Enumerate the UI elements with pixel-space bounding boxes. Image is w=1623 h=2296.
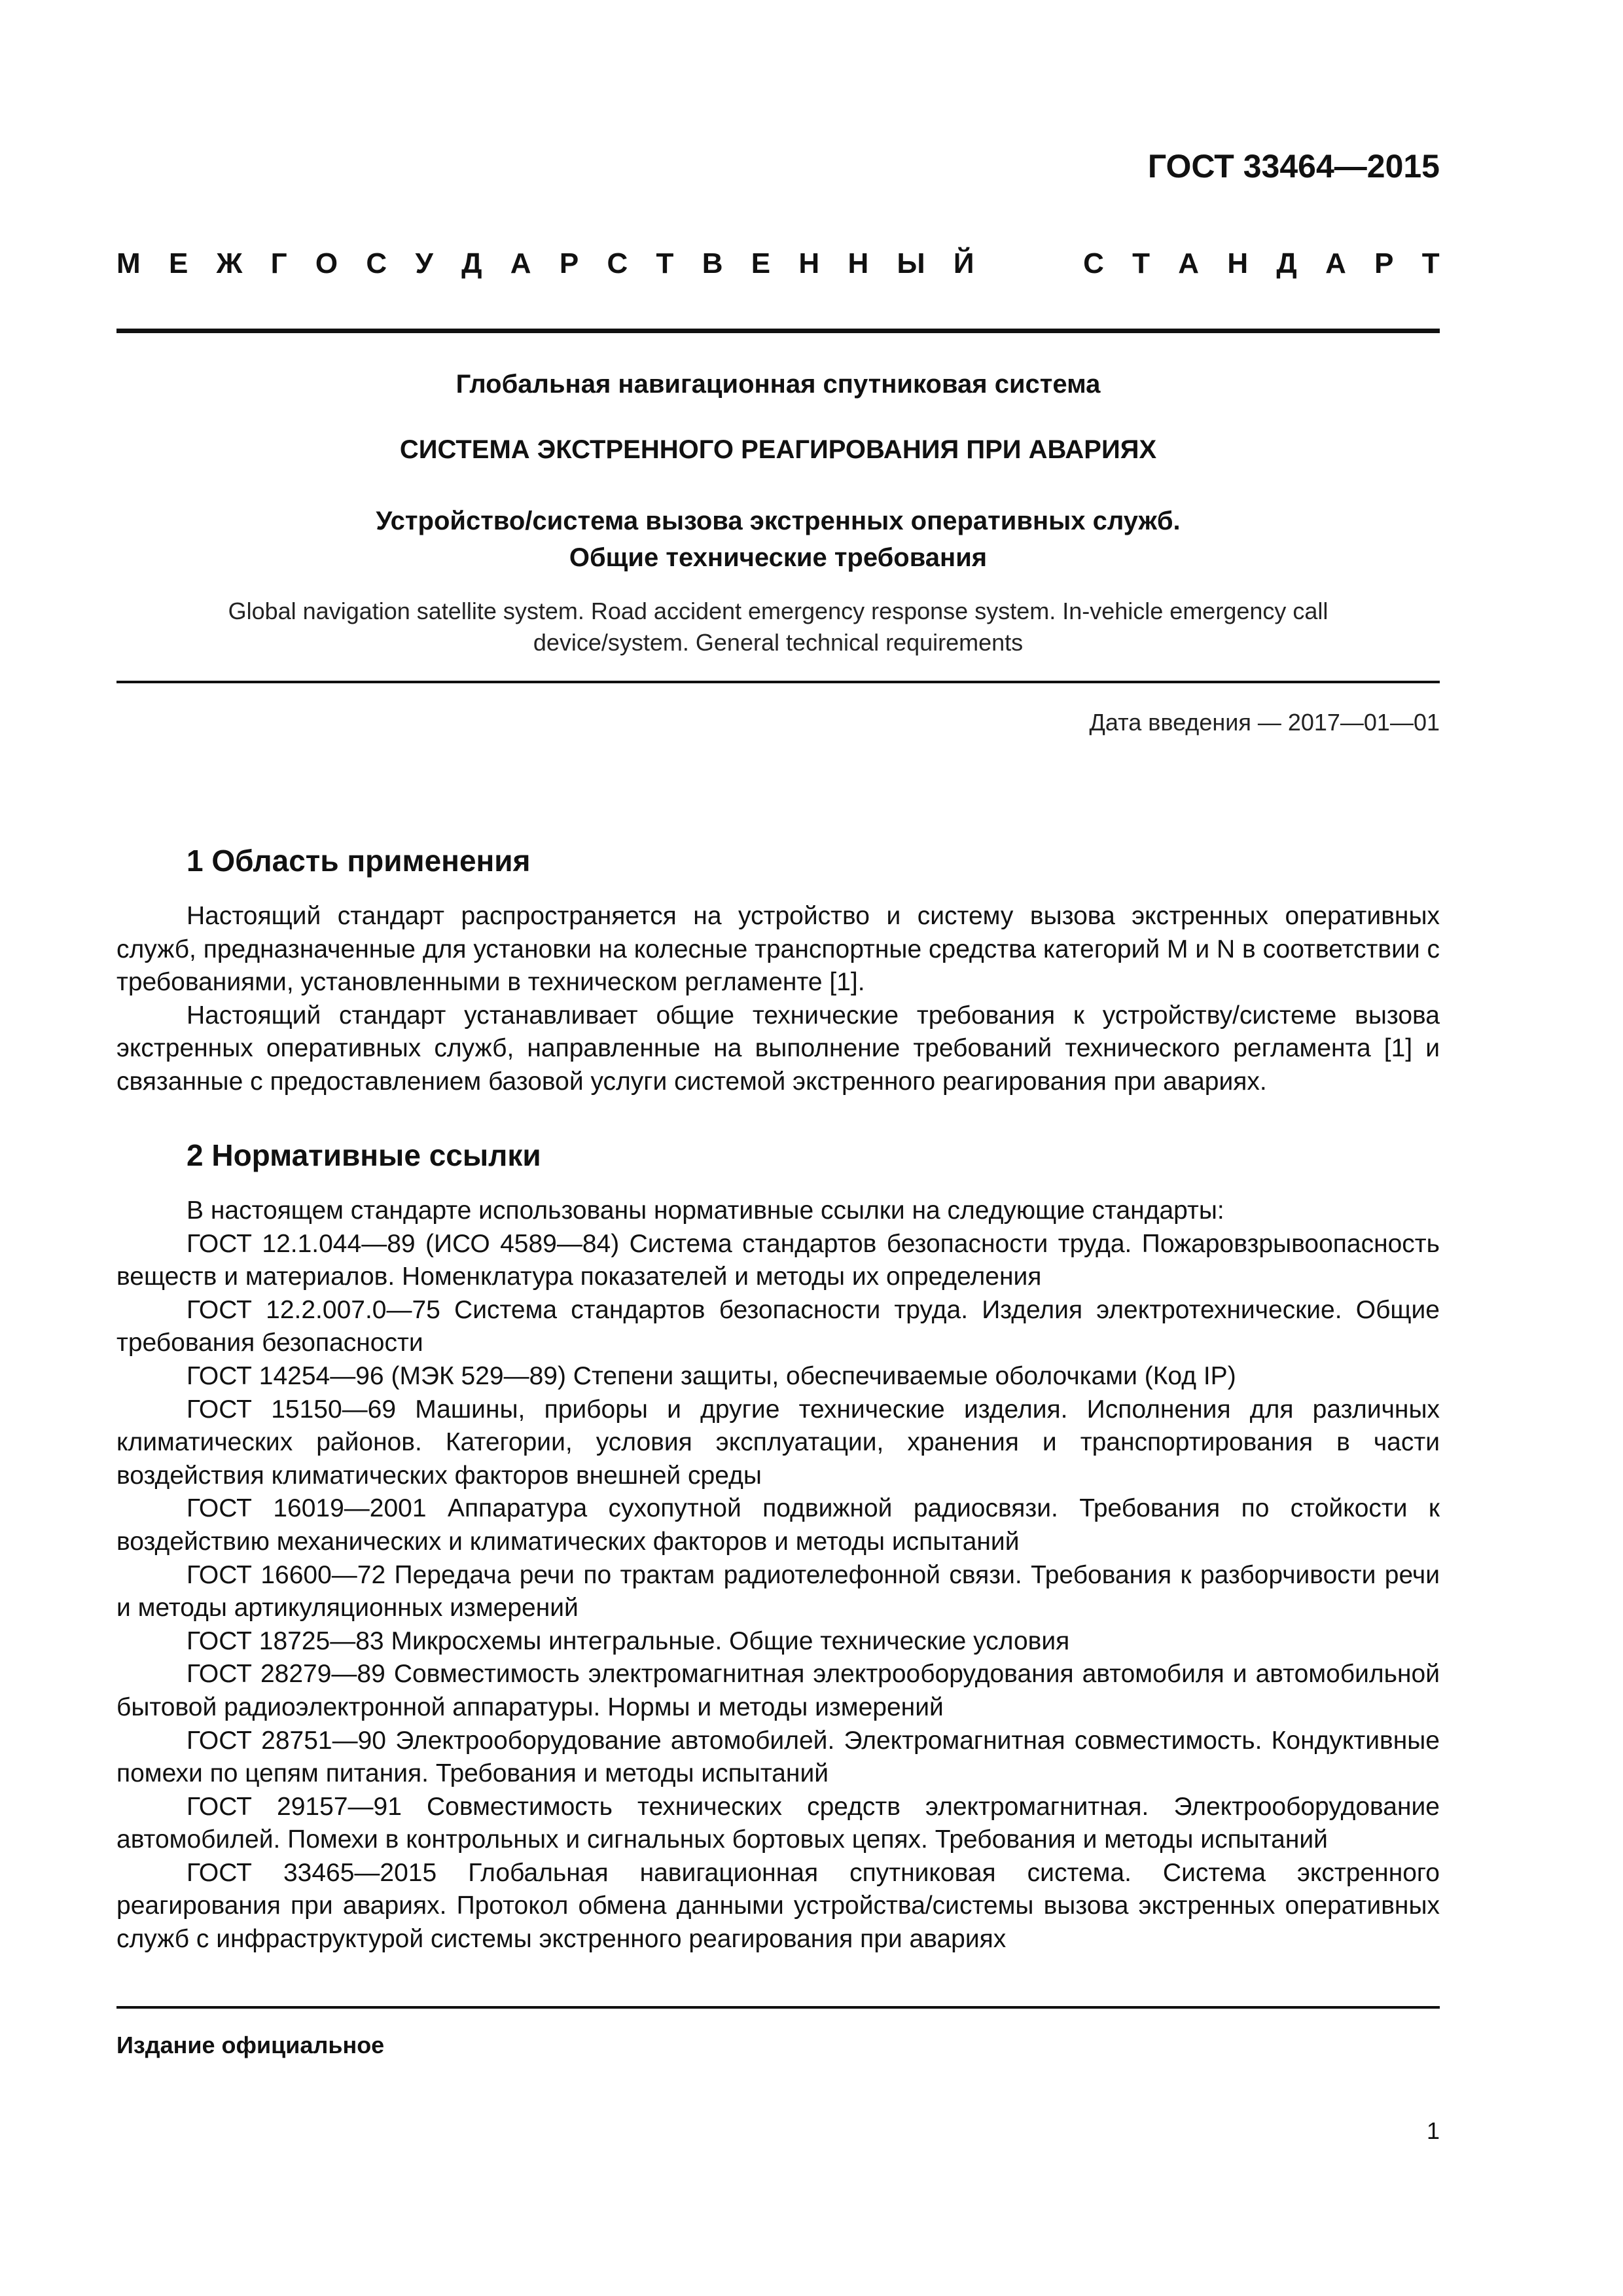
interstate-standard-heading (116, 247, 1440, 280)
title-english (116, 596, 1440, 658)
paragraph: Настоящий стандарт устанавливает общие технические требования к устройству/системе вызова экстренных оперативных служб, направленные на выполнение требований технического регламента [1] и связанные с предоставлением базовой услуги системой экстренного реагирования при авариях. (116, 1001, 1440, 1096)
heading-letter: Ж (216, 247, 243, 279)
standard-code: ГОСТ 33464—2015 (1147, 148, 1440, 185)
heading-letter: Р (559, 247, 579, 279)
page-number: 1 (1426, 2117, 1440, 2144)
heading-letter: У (415, 247, 433, 279)
section-2-title: 2 Нормативные ссылки (187, 1138, 541, 1172)
title-subtitle (116, 503, 1440, 576)
subtitle-line: Устройство/система вызова экстренных оперативных служб. (376, 507, 1181, 535)
title-divider (116, 681, 1440, 683)
heading-letter: Р (1374, 247, 1394, 279)
title-main: СИСТЕМА ЭКСТРЕННОГО РЕАГИРОВАНИЯ ПРИ АВАРИЯХ (399, 435, 1157, 464)
heading-letter: Д (461, 247, 482, 279)
footer-divider (116, 2006, 1440, 2009)
reference-item: ГОСТ 28279—89 Совместимость электромагнитная электрооборудования автомобиля и автомобильной бытовой радиоэлектронной аппаратуры. Нормы и методы измерений (116, 1660, 1440, 1721)
heading-letter: Т (656, 247, 674, 279)
heading-letter: О (315, 247, 338, 279)
heading-letter: Г (270, 247, 287, 279)
reference-item: ГОСТ 29157—91 Совместимость технических средств электромагнитная. Электрооборудование автомобилей. Помехи в контрольных и сигнальных бортовых цепях. Требования и методы испытаний (116, 1792, 1440, 1854)
reference-item: ГОСТ 18725—83 Микросхемы интегральные. Общие технические условия (187, 1626, 1070, 1655)
reference-item: ГОСТ 12.1.044—89 (ИСО 4589—84) Система стандартов безопасности труда. Пожаровзрывоопасность веществ и материалов. Номенклатура показателей и методы их определения (116, 1229, 1440, 1291)
english-title-line: device/system. General technical requirements (533, 629, 1024, 656)
heading-letter: С (366, 247, 387, 279)
heading-letter: Т (1421, 247, 1440, 279)
heading-letter: Д (1276, 247, 1297, 279)
introduction-date: Дата введения — 2017—01—01 (1089, 709, 1440, 736)
word-gap (1003, 247, 1055, 280)
reference-item: ГОСТ 28751—90 Электрооборудование автомобилей. Электромагнитная совместимость. Кондуктивные помехи по цепям питания. Требования и методы испытаний (116, 1726, 1440, 1788)
heading-letter: Е (168, 247, 188, 279)
heading-letter: С (1083, 247, 1104, 279)
paragraph: Настоящий стандарт распространяется на устройство и систему вызова экстренных оперативных служб, предназначенные для установки на колесные транспортные средства категорий М и N в соответствии с требованиями, установленными в техническом регламенте [1]. (116, 902, 1440, 997)
heading-letter: Т (1132, 247, 1150, 279)
heading-letter: Н (847, 247, 869, 279)
heading-letter: А (1325, 247, 1346, 279)
heading-letter: А (1178, 247, 1200, 279)
section-1-body (116, 900, 1440, 1099)
heading-letter: Ы (897, 247, 925, 279)
section-1-title: 1 Область применения (187, 844, 531, 878)
heading-letter: Е (751, 247, 771, 279)
reference-item: ГОСТ 16019—2001 Аппаратура сухопутной подвижной радиосвязи. Требования по стойкости к воздействию механических и климатических факторов и методы испытаний (116, 1494, 1440, 1556)
reference-item: ГОСТ 14254—96 (МЭК 529—89) Степени защиты, обеспечиваемые оболочками (Код IP) (187, 1361, 1236, 1390)
section-2-body (116, 1194, 1440, 1956)
heading-letter: Н (798, 247, 820, 279)
heading-letter: С (607, 247, 628, 279)
heading-letter: А (510, 247, 531, 279)
header-divider (116, 329, 1440, 333)
heading-letter: М (116, 247, 141, 279)
heading-letter: Й (953, 247, 974, 279)
paragraph: В настоящем стандарте использованы нормативные ссылки на следующие стандарты: (187, 1196, 1224, 1225)
subtitle-line: Общие технические требования (569, 543, 988, 572)
reference-item: ГОСТ 33465—2015 Глобальная навигационная спутниковая система. Система экстренного реагирования при авариях. Протокол обмена данными устройства/системы вызова экстренных оперативных служб с инфраструктурой системы экстренного реагирования при авариях (116, 1858, 1440, 1954)
official-edition-label: Издание официальное (116, 2032, 385, 2058)
reference-item: ГОСТ 15150—69 Машины, приборы и другие технические изделия. Исполнения для различных климатических районов. Категории, условия эксплуатации, хранения и транспортирования в части воздействия климатических факторов внешней среды (116, 1395, 1440, 1490)
reference-item: ГОСТ 12.2.007.0—75 Система стандартов безопасности труда. Изделия электротехнические. Общие требования безопасности (116, 1295, 1440, 1357)
english-title-line: Global navigation satellite system. Road accident emergency response system. In-vehicle emergency call (228, 598, 1329, 624)
heading-letter: Н (1227, 247, 1249, 279)
title-system: Глобальная навигационная спутниковая система (455, 370, 1101, 399)
heading-letter: В (702, 247, 723, 279)
reference-item: ГОСТ 16600—72 Передача речи по трактам радиотелефонной связи. Требования к разборчивости речи и методы артикуляционных измерений (116, 1560, 1440, 1623)
